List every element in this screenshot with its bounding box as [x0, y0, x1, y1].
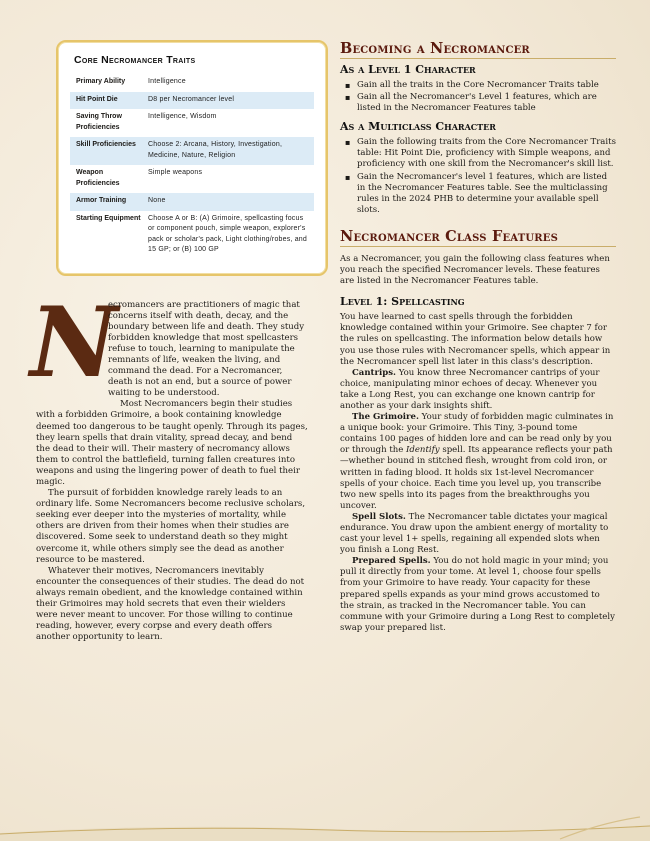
cantrips-label: Cantrips.: [352, 367, 397, 378]
list-item: ▪ Gain all the traits in the Core Necromancer Traits table: [357, 80, 616, 91]
footer-ornament: [0, 803, 650, 841]
drop-cap: N: [30, 285, 118, 399]
trait-row-primary-ability: [70, 74, 314, 92]
trait-row-hit-point-die: [70, 92, 314, 110]
grimoire-label: The Grimoire.: [352, 412, 419, 423]
trait-label: Primary Ability: [76, 78, 126, 85]
trait-row-armor: [70, 193, 314, 211]
trait-label: Saving Throw Proficiencies: [76, 113, 122, 131]
level1-list: [340, 80, 616, 114]
trait-label: Armor Training: [76, 197, 127, 204]
features-intro: As a Necromancer, you gain the following class features when you reach the specified Necromancer levels. These features are listed in the Necromancer Features table.: [340, 253, 610, 287]
list-item: ▪ Gain all the Necromancer's Level 1 features, which are listed in the Necromancer Features table: [357, 92, 616, 114]
list-item: ▪ Gain the following traits from the Core Necromancer Traits table: Hit Point Die, proficiency with Simple weapons, and proficiency with one skill from the Necromancer's skill list.: [357, 137, 616, 170]
right-column: [340, 40, 616, 634]
identify-spell-name: Identify: [406, 445, 440, 456]
prepared-spells-text: You do not hold magic in your mind; you pull it directly from your tome. At level 1, choose four spells from your Grimoire to have ready. Your capacity for these prepared spells expands as your mind grows accustomed to the strain, as tracked in the Necromancer table. You can commune with your Grimoire during a Long Rest to completely swap your prepared list.: [340, 556, 615, 633]
level1-subheading: As a Level 1 Character: [340, 63, 476, 76]
becoming-heading: Becoming a Necromancer: [340, 40, 616, 59]
trait-value: Choose 2: Arcana, History, Investigation, Medicine, Nature, Religion: [148, 141, 283, 159]
trait-value: None: [148, 197, 166, 204]
intro-paragraph-3: The pursuit of forbidden knowledge rarely leads to an ordinary life. Some Necromancers become reclusive scholars, seeking ever deeper into the mysteries of mortality, while others are driven from their homes when their studies are discovered. Some seek to understand death so they might overcome it, while others simply see the dead as another resource to be mastered.: [36, 488, 306, 565]
traits-table-title: Core Necromancer Traits: [74, 54, 196, 66]
trait-value: Simple weapons: [148, 169, 203, 176]
multiclass-subheading: As a Multiclass Character: [340, 120, 496, 134]
spell-slots-label: Spell Slots.: [352, 511, 406, 522]
cantrips-text: You know three Necromancer cantrips of your choice, manipulating minor echoes of decay. Whenever you take a Long Rest, you can exchange one known cantrip for another as your dark insights shift.: [340, 367, 600, 411]
trait-label: Hit Point Die: [76, 95, 118, 103]
left-column: [30, 40, 308, 643]
trait-row-skills: [70, 137, 314, 165]
prepared-spells-label: Prepared Spells.: [352, 556, 431, 567]
spellcasting-subheading: Level 1: Spellcasting: [340, 295, 465, 309]
cantrips-paragraph: [340, 368, 616, 412]
intro-text-1: ecromancers are practitioners of magic that concerns itself with death, decay, and the boundary between life and death. They study forbidden knowledge that most spellcasters refuse to touch, learning to manipulate the remnants of life, weaken the living, and command the dead. For a Necromancer, death is not an end, but a source of power waiting to be understood.: [108, 299, 305, 399]
trait-label: Skill Proficiencies: [76, 141, 136, 148]
trait-value: Intelligence: [148, 78, 186, 85]
grimoire-paragraph: [340, 412, 616, 512]
intro-paragraph-2: Most Necromancers begin their studies with a forbidden Grimoire, a book containing knowledge deemed too dangerous to be taught openly. Through its pages, they learn spells that drain vitality, spread decay, and bend the dead to their will. Their mastery of necromancy allows them to control the battlefield, turning fallen creatures into weapons and using the lingering power of death to fuel their magic.: [36, 399, 308, 487]
multiclass-list: [340, 137, 616, 216]
trait-label: Weapon Proficiencies: [76, 169, 120, 187]
trait-row-equipment: [70, 211, 314, 260]
trait-row-weapons: [70, 165, 314, 193]
trait-value: D8 per Necromancer level: [148, 95, 235, 103]
list-item: ▪ Gain the Necromancer's level 1 features, which are listed in the Necromancer Features table. See the multiclassing rules in the 2024 PHB to determine your available spell slots.: [357, 172, 616, 216]
spellcasting-paragraph: You have learned to cast spells through the forbidden knowledge contained within your Grimoire. See chapter 7 for the rules on spellcasting. The information below details how you use those rules with Necromancer spells, which appear in the Necromancer spell list later in this class's description.: [340, 312, 611, 367]
features-heading: Necromancer Class Features: [340, 228, 616, 247]
prepared-spells-paragraph: [340, 556, 616, 634]
core-traits-table: [56, 40, 328, 276]
intro-paragraph-1: [30, 285, 308, 400]
grimoire-text-a: Your study of forbidden magic culminates in a unique book: your Grimoire. This Tiny, 3-pound tome contains 100 pages of hidden lore and can be read only by you or through the: [340, 412, 614, 456]
intro-paragraph-4: Whatever their motives, Necromancers inevitably encounter the consequences of their studies. The dead do not always remain obedient, and the knowledge contained within their Grimoires may hold secrets that even their wielders were never meant to uncover. For those willing to continue reading, however, every corpse and every death offers another opportunity to learn.: [36, 565, 305, 643]
spell-slots-paragraph: [340, 512, 616, 556]
intro-text: [30, 285, 308, 644]
spell-slots-text: The Necromancer table dictates your magical endurance. You draw upon the ambient energy of mortality to cast your level 1+ spells, regaining all expended slots when you finish a Long Rest.: [340, 511, 609, 556]
trait-value: Intelligence, Wisdom: [148, 113, 217, 120]
grimoire-text-b: spell. Its appearance reflects your path—whether bound in stitched flesh, wrought from cold iron, or written in fading blood. It holds six 1st-level Necromancer spells of your choice. Each time you level up, you transcribe two new spells into its pages from the breakthroughs you uncover.: [340, 445, 613, 511]
trait-label: Starting Equipment: [76, 214, 141, 222]
spellcasting-text: [340, 312, 616, 634]
features-intro-block: [340, 254, 616, 287]
trait-row-saving-throws: [70, 109, 314, 137]
trait-value: Choose A or B: (A) Grimoire, spellcasting focus or component pouch, simple weapon, explorer's pack or scholar's pack, Light clothing/robes, and 15 GP; or (B) 100 GP: [148, 214, 307, 253]
